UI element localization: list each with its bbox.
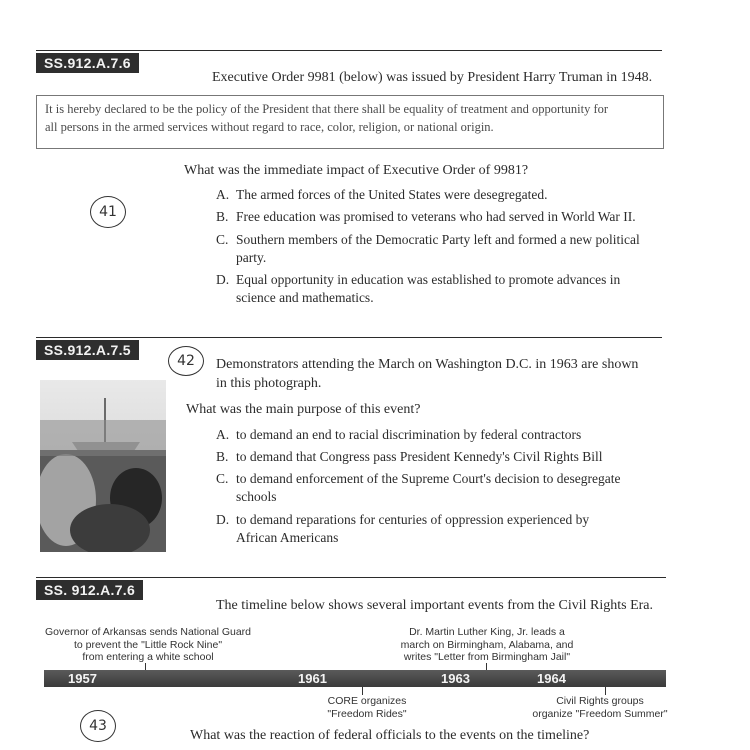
standard-code: SS.912.A.7.6 xyxy=(36,53,139,73)
handwritten-question-number: 42 xyxy=(168,346,204,376)
option-text: to demand that Congress pass President Kennedy's Civil Rights Bill xyxy=(236,449,603,464)
quote-line: It is hereby declared to be the policy of the President that there shall be equality of treatment and opportunity for xyxy=(45,102,609,116)
handwritten-question-number: 43 xyxy=(80,710,116,742)
question-text: What was the main purpose of this event? xyxy=(186,402,421,417)
option-letter: D. xyxy=(216,512,230,527)
option-text: Free education was promised to veterans who had served in World War II. xyxy=(236,209,636,224)
option-text: to demand an end to racial discrimination by federal contractors xyxy=(236,427,582,442)
option-text: African Americans xyxy=(236,530,339,545)
question-text: What was the immediate impact of Executive Order of 9981? xyxy=(184,163,529,178)
timeline-year: 1957 xyxy=(68,671,97,686)
option-text: science and mathematics. xyxy=(236,290,374,305)
section-divider xyxy=(36,337,662,338)
answer-option-b[interactable] xyxy=(216,448,676,466)
timeline-year: 1961 xyxy=(298,671,327,686)
answer-option-a[interactable] xyxy=(216,186,676,204)
option-letter: D. xyxy=(216,272,230,287)
question-intro: Demonstrators attending the March on Washington D.C. in 1963 are shown xyxy=(216,357,639,372)
section-divider xyxy=(36,577,666,578)
option-text: Equal opportunity in education was established to promote advances in xyxy=(236,272,621,287)
option-text: to demand reparations for centuries of oppression experienced by xyxy=(236,512,590,527)
march-on-washington-photo xyxy=(40,380,166,552)
timeline-year: 1963 xyxy=(441,671,470,686)
standard-code: SS. 912.A.7.6 xyxy=(36,580,143,600)
answer-option-d[interactable] xyxy=(216,511,676,547)
option-letter: A. xyxy=(216,187,230,202)
option-letter: A. xyxy=(216,427,230,442)
quote-box xyxy=(36,95,664,149)
answer-option-c[interactable] xyxy=(216,470,676,506)
option-letter: C. xyxy=(216,471,229,486)
handwritten-question-number: 41 xyxy=(90,196,126,228)
question-text: What was the reaction of federal officials to the events on the timeline? xyxy=(190,728,590,743)
answer-option-b[interactable] xyxy=(216,208,676,226)
option-text: party. xyxy=(236,250,267,265)
option-text: The armed forces of the United States were desegregated. xyxy=(236,187,548,202)
standard-code: SS.912.A.7.5 xyxy=(36,340,139,360)
timeline-connector xyxy=(605,687,606,695)
option-text: to demand enforcement of the Supreme Court's decision to desegregate xyxy=(236,471,621,486)
question-intro: The timeline below shows several important events from the Civil Rights Era. xyxy=(216,598,654,613)
option-text: schools xyxy=(236,489,277,504)
timeline-bar xyxy=(44,670,666,687)
timeline-event-1961: CORE organizes "Freedom Rides" xyxy=(327,695,407,720)
timeline-connector xyxy=(362,687,363,695)
timeline-event-1964: Civil Rights groups organize "Freedom Summer" xyxy=(532,695,668,720)
question-intro: Executive Order 9981 (below) was issued by President Harry Truman in 1948. xyxy=(212,70,653,85)
option-letter: C. xyxy=(216,232,229,247)
option-letter: B. xyxy=(216,449,229,464)
answer-option-a[interactable] xyxy=(216,426,676,444)
option-letter: B. xyxy=(216,209,229,224)
option-text: Southern members of the Democratic Party left and formed a new political xyxy=(236,232,640,247)
answer-option-d[interactable] xyxy=(216,271,676,307)
timeline-event-1957: Governor of Arkansas sends National Guard to prevent the "Little Rock Nine" from entering a white school xyxy=(44,626,252,663)
answer-option-c[interactable] xyxy=(216,231,676,267)
quote-line: all persons in the armed services without regard to race, color, religion, or national origin. xyxy=(45,120,494,134)
question-intro: in this photograph. xyxy=(216,376,322,391)
section-divider xyxy=(36,50,662,51)
timeline-year: 1964 xyxy=(537,671,566,686)
timeline-event-1963: Dr. Martin Luther King, Jr. leads a march on Birmingham, Alabama, and writes "Letter from Birmingham Jail" xyxy=(400,626,574,663)
